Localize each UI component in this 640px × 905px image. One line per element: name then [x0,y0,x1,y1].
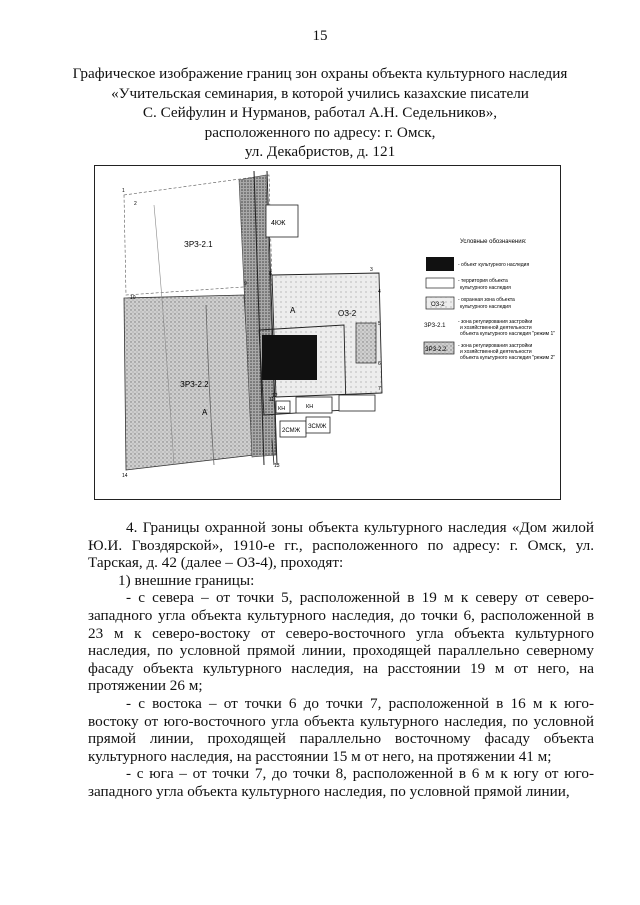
building [339,395,375,411]
zone-label: А [202,408,208,417]
point-number: 11 [269,397,275,403]
point-number: 2 [134,201,137,207]
legend-code: ЗРЗ-2.2 [425,347,447,353]
title-line: «Учительская семинария, в которой учились казахские писатели [111,84,529,102]
title-line: ул. Декабристов, д. 121 [244,143,396,160]
site-plan-map [94,165,561,500]
legend-text: культурного наследия [460,285,511,291]
legend-text: - зона регулирования застройки [458,343,533,349]
point-number: 9 [244,281,247,287]
point-number: 7 [378,386,381,392]
title-line: расположенного по адресу: г. Омск, [204,123,436,141]
legend-text: - территория объекта [458,278,508,284]
title-line: С. Сейфулин и Нурманов, работал А.Н. Седельников», [142,104,498,121]
point-number: 10 [130,295,136,301]
document-body [88,519,594,801]
legend-code: ЗРЗ-2.1 [424,323,446,329]
point-number: 14 [122,473,128,479]
point-number: 12 [272,393,278,399]
legend-swatch-territory [426,278,454,288]
paragraph: 4. Границы охранной зоны объекта культурного наследия «Дом жилой Ю.И. Гвоздярской», 1910-е гг., расположенного по адресу: г. Омск, ул. Тарская, д. 42 (далее – ОЗ-4), проходят: [88,519,594,572]
point-number: 3 [370,267,373,273]
point-number: 5 [378,321,381,327]
legend-swatch-object [426,257,454,271]
legend-title: Условные обозначения: [460,239,527,245]
heritage-object [262,335,317,380]
paragraph: - с севера – от точки 5, расположенной в 19 м к северу от северо-западного угла объекта культурного наследия, до точки 6, расположенной в 23 м к северо-востоку от северо-восточного угла объекта культурного наследия, по условной прямой линии, проходящей параллельно северному фасаду объекта культурного наследия, на расстоянии 19 м от него, на протяжении 26 м; [88,589,594,695]
point-number: 4 [378,289,381,295]
legend-text: культурного наследия [460,304,511,310]
zone-oz-2-corner [356,323,376,363]
zone-label: ЗРЗ-2.1 [184,240,213,249]
legend-text: и хозяйственной деятельности [460,349,532,355]
document-title [60,64,580,162]
point-number: 6 [378,361,381,367]
legend-text: - охранная зона объекта [458,297,515,303]
legend-text: объекта культурного наследия "режим 2" [460,355,556,361]
legend-text: объекта культурного наследия "режим 1" [460,331,556,337]
legend-text: - объект культурного наследия [458,262,530,268]
building-label: 4КЖ [271,220,286,227]
building-label: 2СМЖ [282,428,301,434]
page-number: 15 [312,28,328,44]
building-label: КН [278,406,286,412]
building [296,397,332,413]
paragraph: 1) внешние границы: [118,571,255,589]
paragraph: - с востока – от точки 6 до точки 7, расположенной в 16 м к юго-востоку от юго-восточного угла объекта культурного наследия, по условной прямой линии, проходящей параллельно восточному фасаду объекта культурного наследия, на расстоянии 15 м от него, на протяжении 41 м; [88,694,594,765]
building-label: ЗСМЖ [308,424,327,430]
point-number: 13 [274,463,280,469]
building-label: КН [306,404,314,410]
title-line: Графическое изображение границ зон охраны объекта культурного наследия [72,65,568,82]
paragraph: - с юга – от точки 7, до точки 8, расположенной в 6 м к югу от юго-западного угла объекта культурного наследия, по условной прямой линии, [88,765,594,800]
legend-text: - зона регулирования застройки [458,319,533,325]
zone-label: ЗРЗ-2.2 [180,380,209,389]
zone-label: ОЗ-2 [338,309,357,318]
legend-code: ОЗ-2 [431,302,445,308]
point-number: 8 [269,271,272,277]
zone-label: А [290,306,296,315]
legend-text: и хозяйственной деятельности [460,325,532,331]
point-number: 1 [122,188,125,194]
